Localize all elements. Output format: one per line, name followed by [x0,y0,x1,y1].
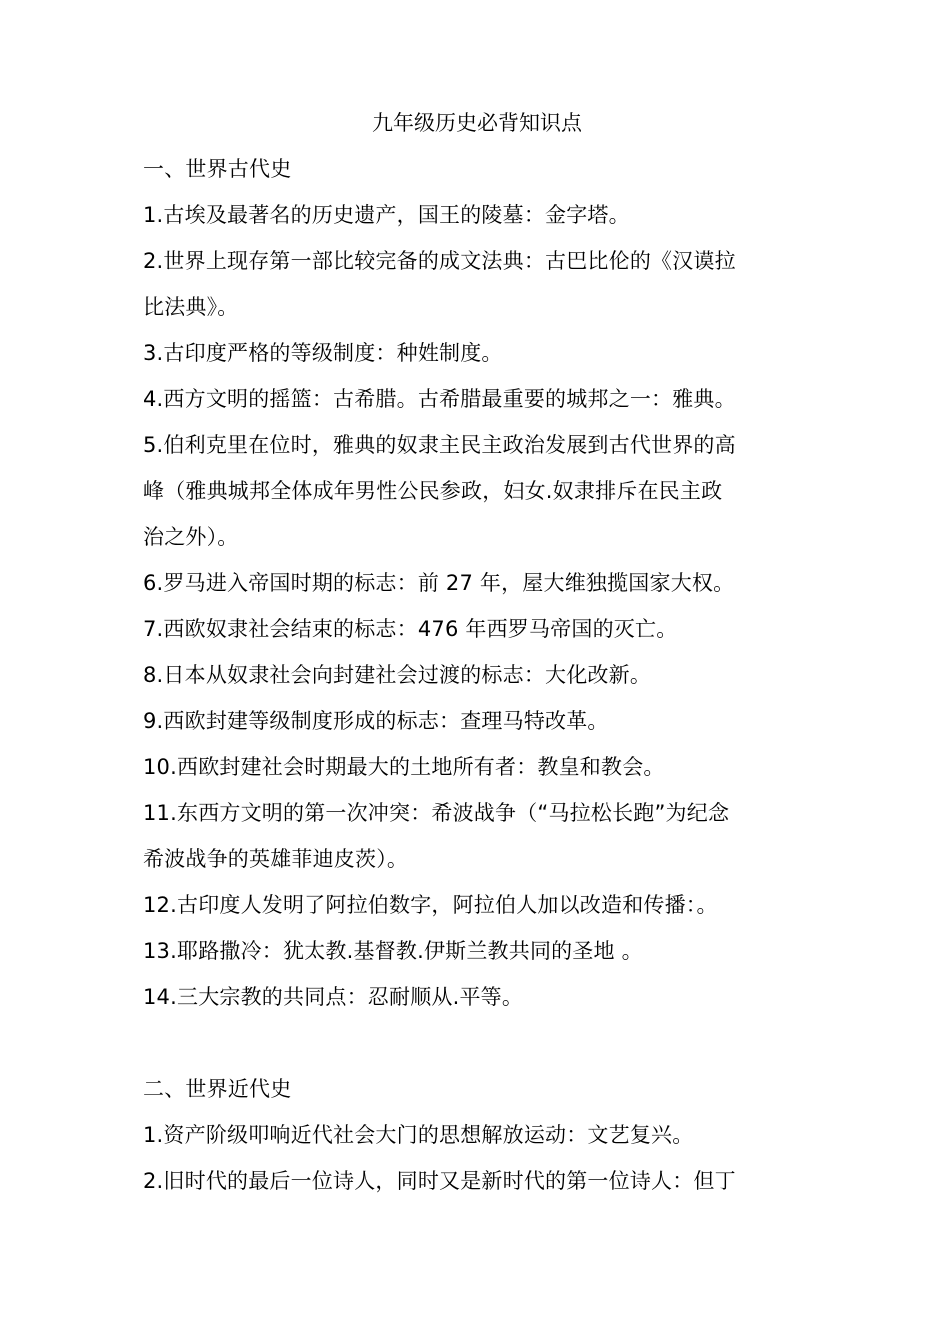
text-line: 13.耶路撒冷：犹太教.基督教.伊斯兰教共同的圣地 。 [143,939,643,963]
text-line: 9.西欧封建等级制度形成的标志：查理马特改革。 [143,709,609,733]
document-title: 九年级历史必背知识点 [372,111,582,135]
text-line: 2.世界上现存第一部比较完备的成文法典：古巴比伦的《汉谟拉 [143,249,736,273]
text-line: 6.罗马进入帝国时期的标志：前 27 年，屋大维独揽国家大权。 [143,571,735,595]
text-line: 14.三大宗教的共同点：忍耐顺从.平等。 [143,985,524,1009]
text-line: 10.西欧封建社会时期最大的土地所有者：教皇和教会。 [143,755,665,779]
text-line: 11.东西方文明的第一次冲突：希波战争（“马拉松长跑”为纪念 [143,801,730,825]
section-heading-modern: 二、世界近代史 [143,1077,292,1101]
blank-line [143,1020,811,1066]
text-line: 希波战争的英雄菲迪皮茨）。 [143,847,409,871]
text-line: 2.旧时代的最后一位诗人，同时又是新时代的第一位诗人：但丁 [143,1169,736,1193]
text-line: 12.古印度人发明了阿拉伯数字，阿拉伯人加以改造和传播：。 [143,893,718,917]
text-line: 峰（雅典城邦全体成年男性公民参政，妇女.奴隶排斥在民主政 [143,479,723,503]
text-line: 1.资产阶级叩响近代社会大门的思想解放运动：文艺复兴。 [143,1123,694,1147]
text-line: 5.伯利克里在位时，雅典的奴隶主民主政治发展到古代世界的高 [143,433,736,457]
text-line: 1.古埃及最著名的历史遗产，国王的陵墓：金字塔。 [143,203,630,227]
text-line: 8.日本从奴隶社会向封建社会过渡的标志：大化改新。 [143,663,652,687]
text-line: 比法典》。 [143,295,239,319]
text-line: 治之外）。 [143,525,239,549]
document-page [143,100,811,1204]
text-line: 3.古印度严格的等级制度：种姓制度。 [143,341,503,365]
section-heading-ancient: 一、世界古代史 [143,157,292,181]
text-line: 7.西欧奴隶社会结束的标志：476 年西罗马帝国的灭亡。 [143,617,678,641]
text-line: 4.西方文明的摇篮：古希腊。古希腊最重要的城邦之一：雅典。 [143,387,736,411]
